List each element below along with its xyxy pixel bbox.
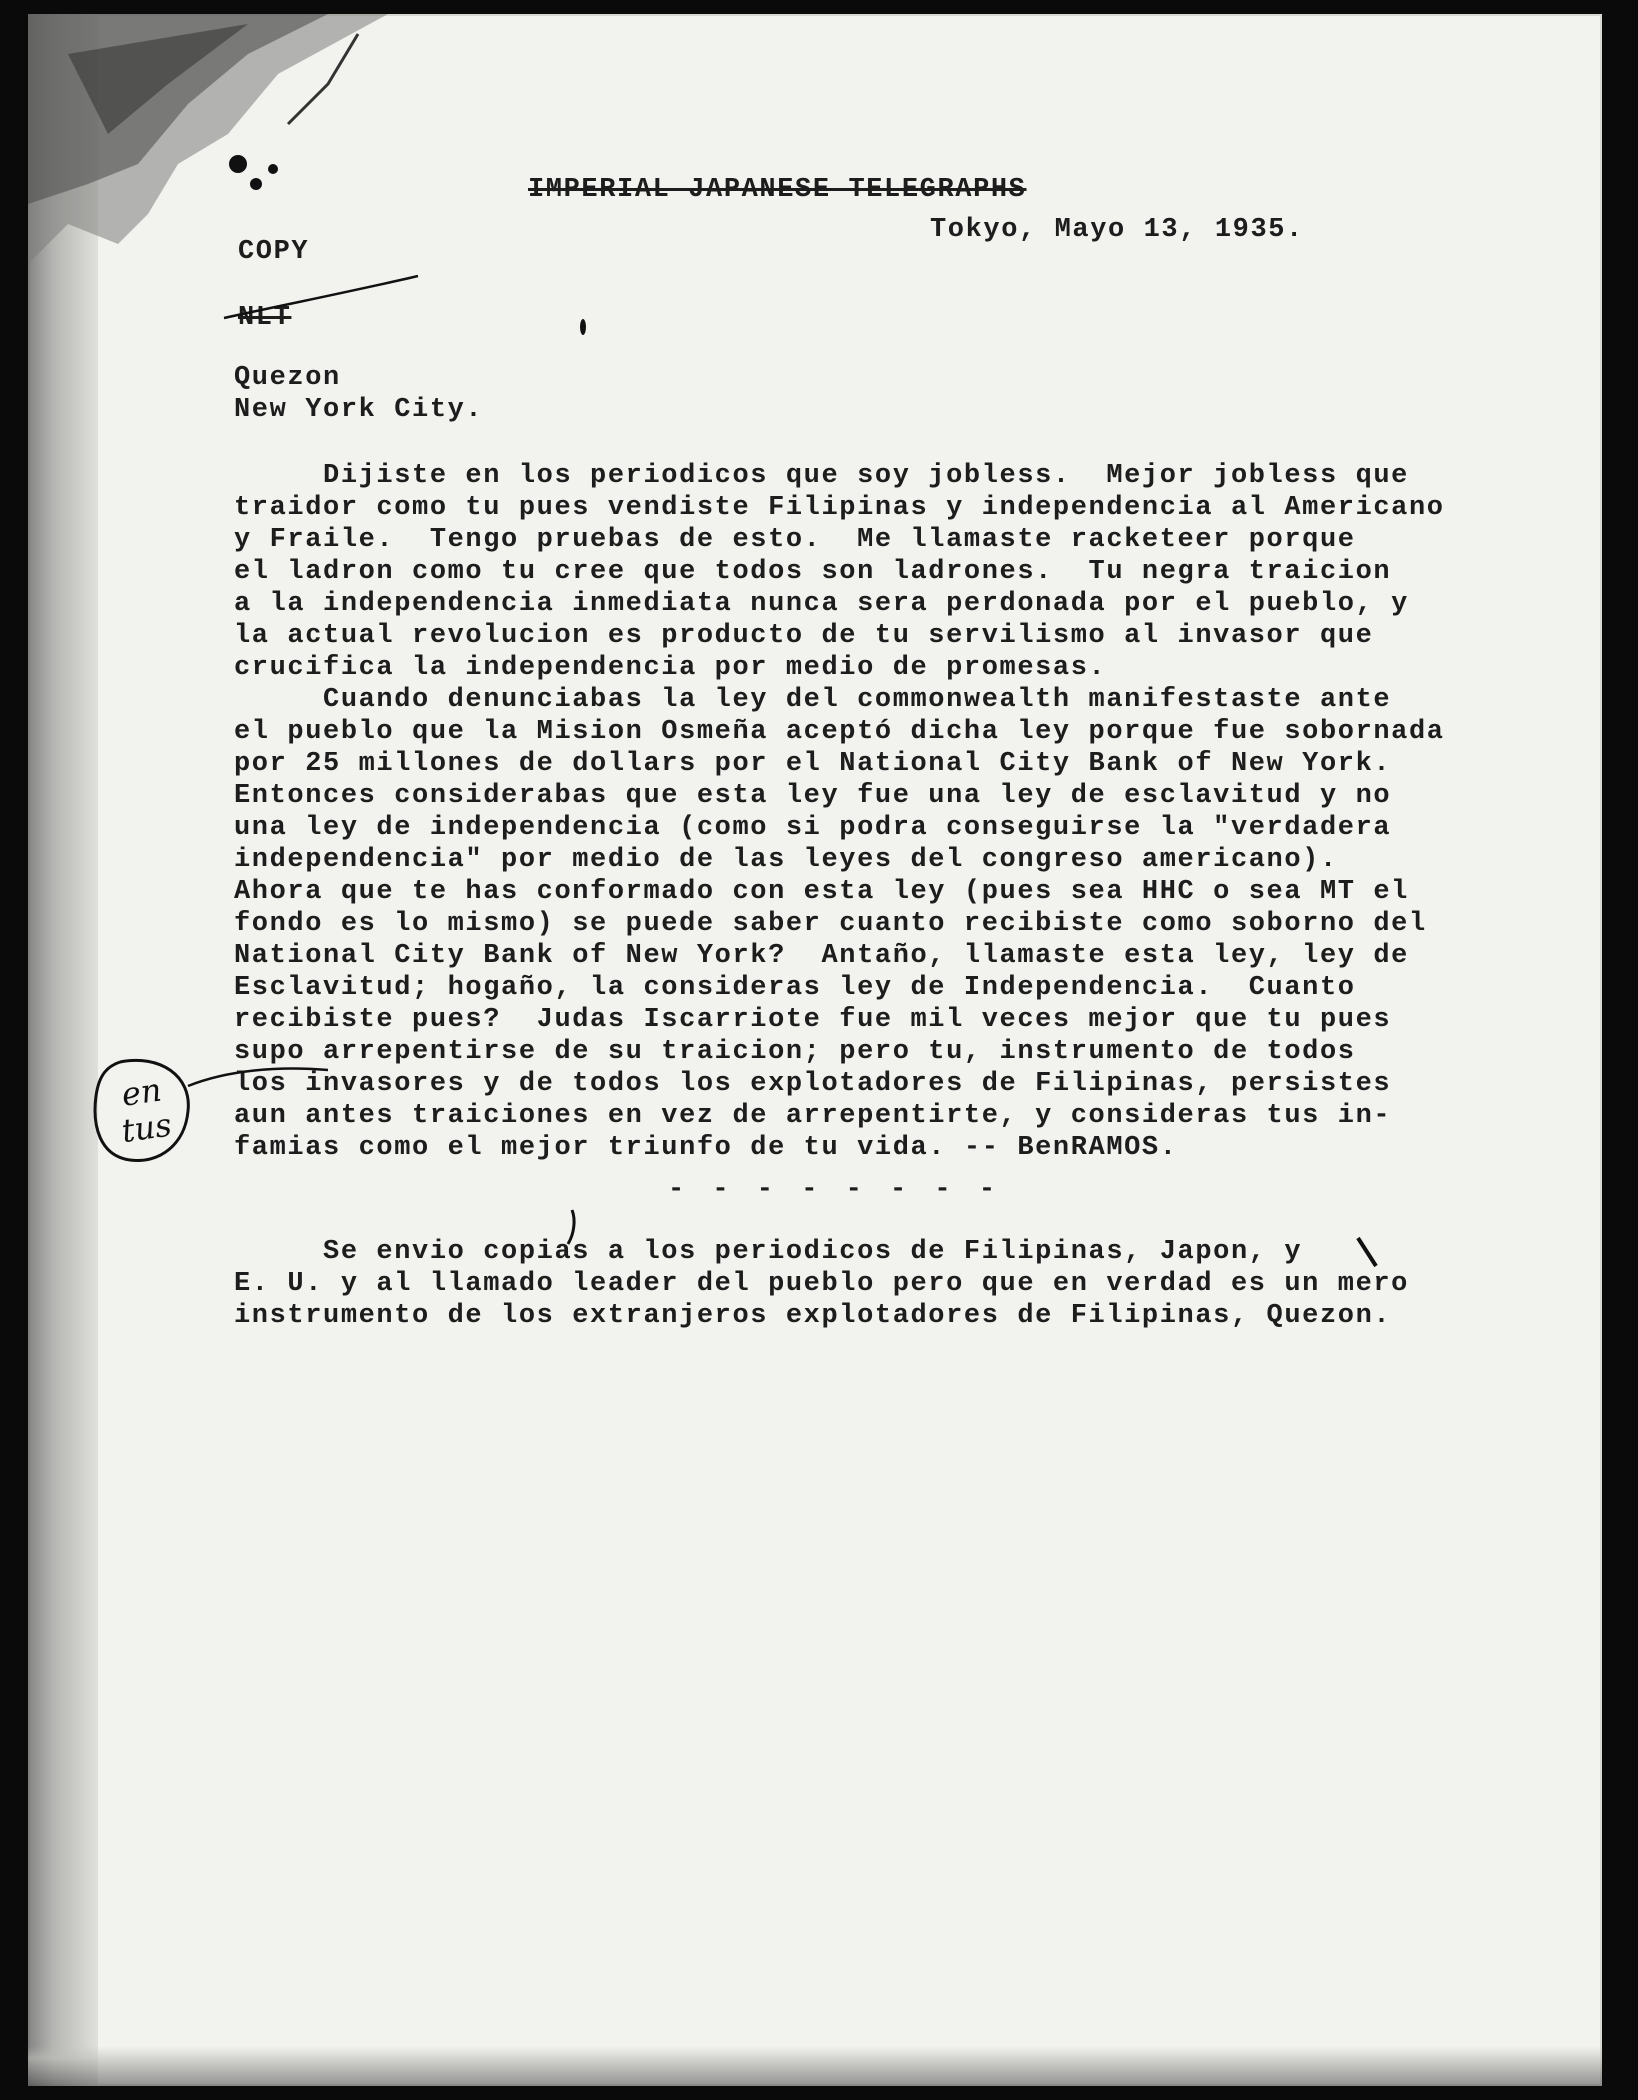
telegraph-header: IMPERIAL JAPANESE TELEGRAPHS — [528, 175, 1027, 205]
margin-note: en tus — [119, 1070, 174, 1151]
date-line: Tokyo, Mayo 13, 1935. — [930, 215, 1304, 245]
document-page — [28, 14, 1602, 2086]
copy-label: COPY — [238, 237, 310, 267]
handwritten-marks — [28, 14, 1602, 2086]
section-divider: - - - - - - - - — [668, 1175, 1002, 1205]
letter-body: Dijiste en los periodicos que soy jobless. Mejor jobless que traidor como tu pues vendiste Filipinas y independencia al Americano y Fraile. Tengo pruebas de esto. Me llamaste racketeer porque el ladron como tu cree que todos son ladrones. Tu negra traicion a la independencia inmediata nunca sera perdonada por el pueblo, y la actual revolucion es producto de tu servilismo al invasor que crucifica la independencia por medio de promesas. Cuando denunciabas la ley del commonwealth manifestaste ante el pueblo que la Mision Osmeña aceptó dicha ley porque fue sobornada por 25 millones de dollars por el National City Bank of New York. Entonces considerabas que esta ley fue una ley de esclavitud y no una ley de independencia (como si podra conseguirse la "verdadera independencia" por medio de las leyes del congreso americano). Ahora que te has conformado con esta ley (pues sea HHC o sea MT el fondo es lo mismo) se puede saber cuanto recibiste como soborno del National City Bank of New York? Antaño, llamaste esta ley, ley de Esclavitud; hogaño, la consideras ley de Independencia. Cuanto recibiste pues? Judas Iscarriote fue mil veces mejor que tu pues supo arrepentirse de su traicion; pero tu, instrumento de todos los invasores y de todos los explotadores de Filipinas, persistes aun antes traiciones en vez de arrepentirte, y consideras tus in- famias como el mejor triunfo de tu vida. -- BenRAMOS. — [234, 461, 1445, 1163]
nlt-label: NLT — [238, 303, 292, 333]
address-block: Quezon New York City. — [234, 363, 484, 425]
distribution-note: Se envio copias a los periodicos de Filipinas, Japon, y E. U. y al llamado leader del pueblo pero que en verdad es un mero instrumento de los extranjeros explotadores de Filipinas, Quezon. — [234, 1237, 1409, 1331]
